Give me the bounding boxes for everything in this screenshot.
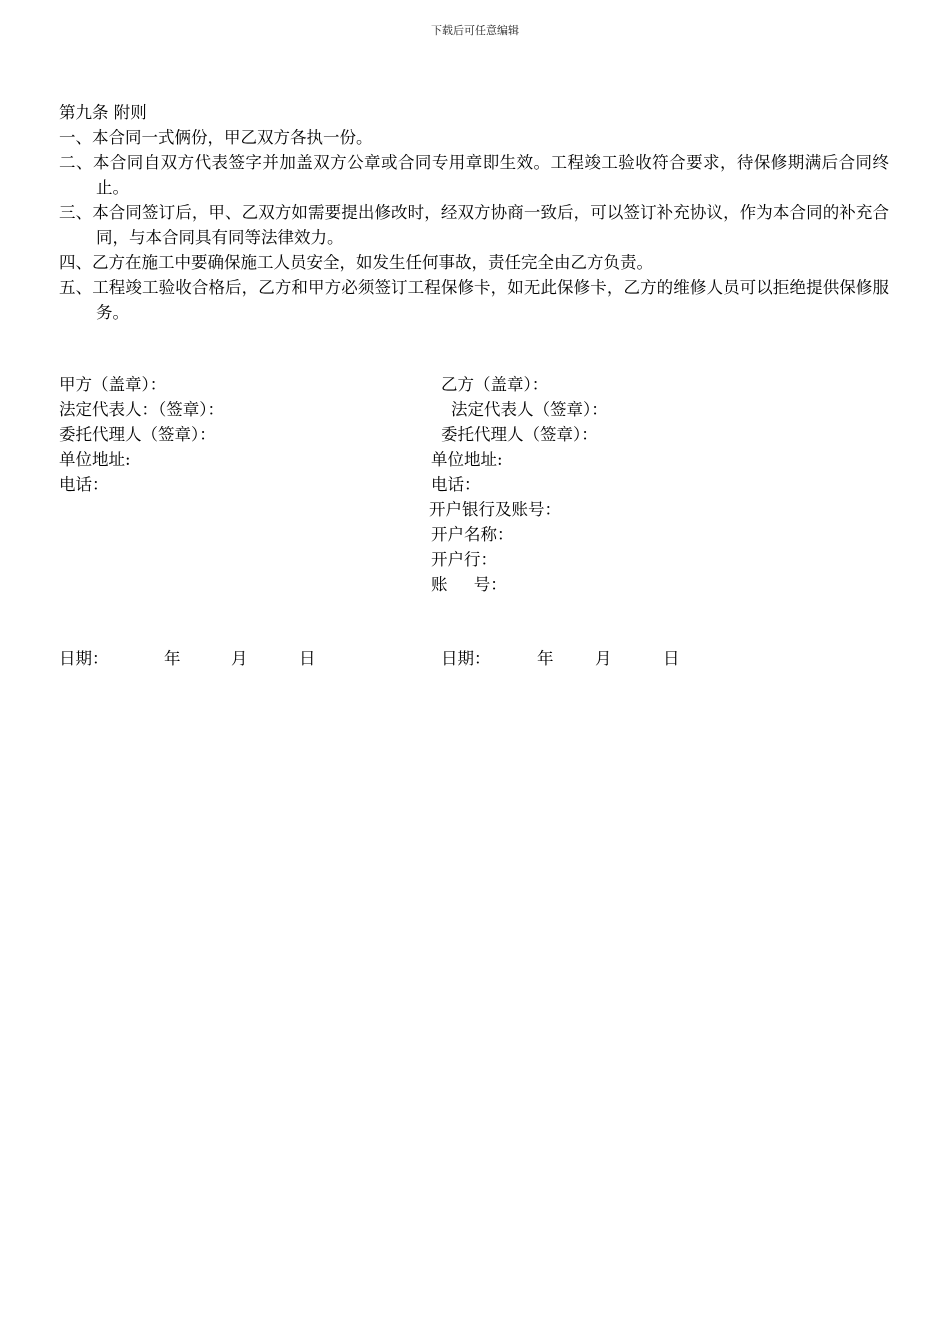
party-b-account-name-label: 开户名称： <box>431 525 514 544</box>
party-b-legal-rep-label: 法定代表人（签章）： <box>451 400 608 419</box>
party-a-address-label: 单位地址: <box>59 450 131 469</box>
party-a-date-label: 日期： <box>59 649 109 668</box>
party-b-account-no-label: 账 号： <box>431 575 507 594</box>
page-header-note: 下载后可任意编辑 <box>431 24 519 37</box>
clause-1: 一、本合同一式俩份，甲乙双方各执一份。 <box>59 128 373 147</box>
party-b-date-month: 月 <box>595 649 612 668</box>
party-a-phone-label: 电话： <box>59 475 109 494</box>
party-b-phone-label: 电话： <box>431 475 481 494</box>
article-9-attachments <box>59 100 889 325</box>
party-b-bank-label: 开户行： <box>431 550 497 569</box>
party-a-date-day: 日 <box>299 649 316 668</box>
party-b-bank-info-label: 开户银行及账号： <box>429 500 561 519</box>
clause-3: 三、本合同签订后，甲、乙双方如需要提出修改时，经双方协商一致后，可以签订补充协议，作为本合同的补充合同，与本合同具有同等法律效力。 <box>59 203 889 247</box>
party-a-legal-rep-label: 法定代表人：（签章）： <box>59 400 224 419</box>
party-b-address-label: 单位地址: <box>431 450 503 469</box>
party-b-seal-label: 乙方（盖章）： <box>441 375 549 394</box>
clause-5: 五、工程竣工验收合格后，乙方和甲方必须签订工程保修卡，如无此保修卡，乙方的维修人员可以拒绝提供保修服务。 <box>59 278 889 322</box>
party-b-date-year: 年 <box>537 649 554 668</box>
clause-4: 四、乙方在施工中要确保施工人员安全，如发生任何事故，责任完全由乙方负责。 <box>59 253 653 272</box>
party-a-seal-label: 甲方（盖章）： <box>59 375 167 394</box>
article-title: 第九条 附则 <box>59 103 147 122</box>
party-a-agent-label: 委托代理人（签章）： <box>59 425 216 444</box>
clause-2: 二、本合同自双方代表签字并加盖双方公章或合同专用章即生效。工程竣工验收符合要求，待保修期满后合同终止。 <box>59 153 889 197</box>
party-b-date-day: 日 <box>663 649 680 668</box>
party-b-agent-label: 委托代理人（签章）： <box>441 425 598 444</box>
party-a-date-month: 月 <box>231 649 248 668</box>
party-a-date-year: 年 <box>164 649 181 668</box>
party-b-date-label: 日期： <box>441 649 491 668</box>
